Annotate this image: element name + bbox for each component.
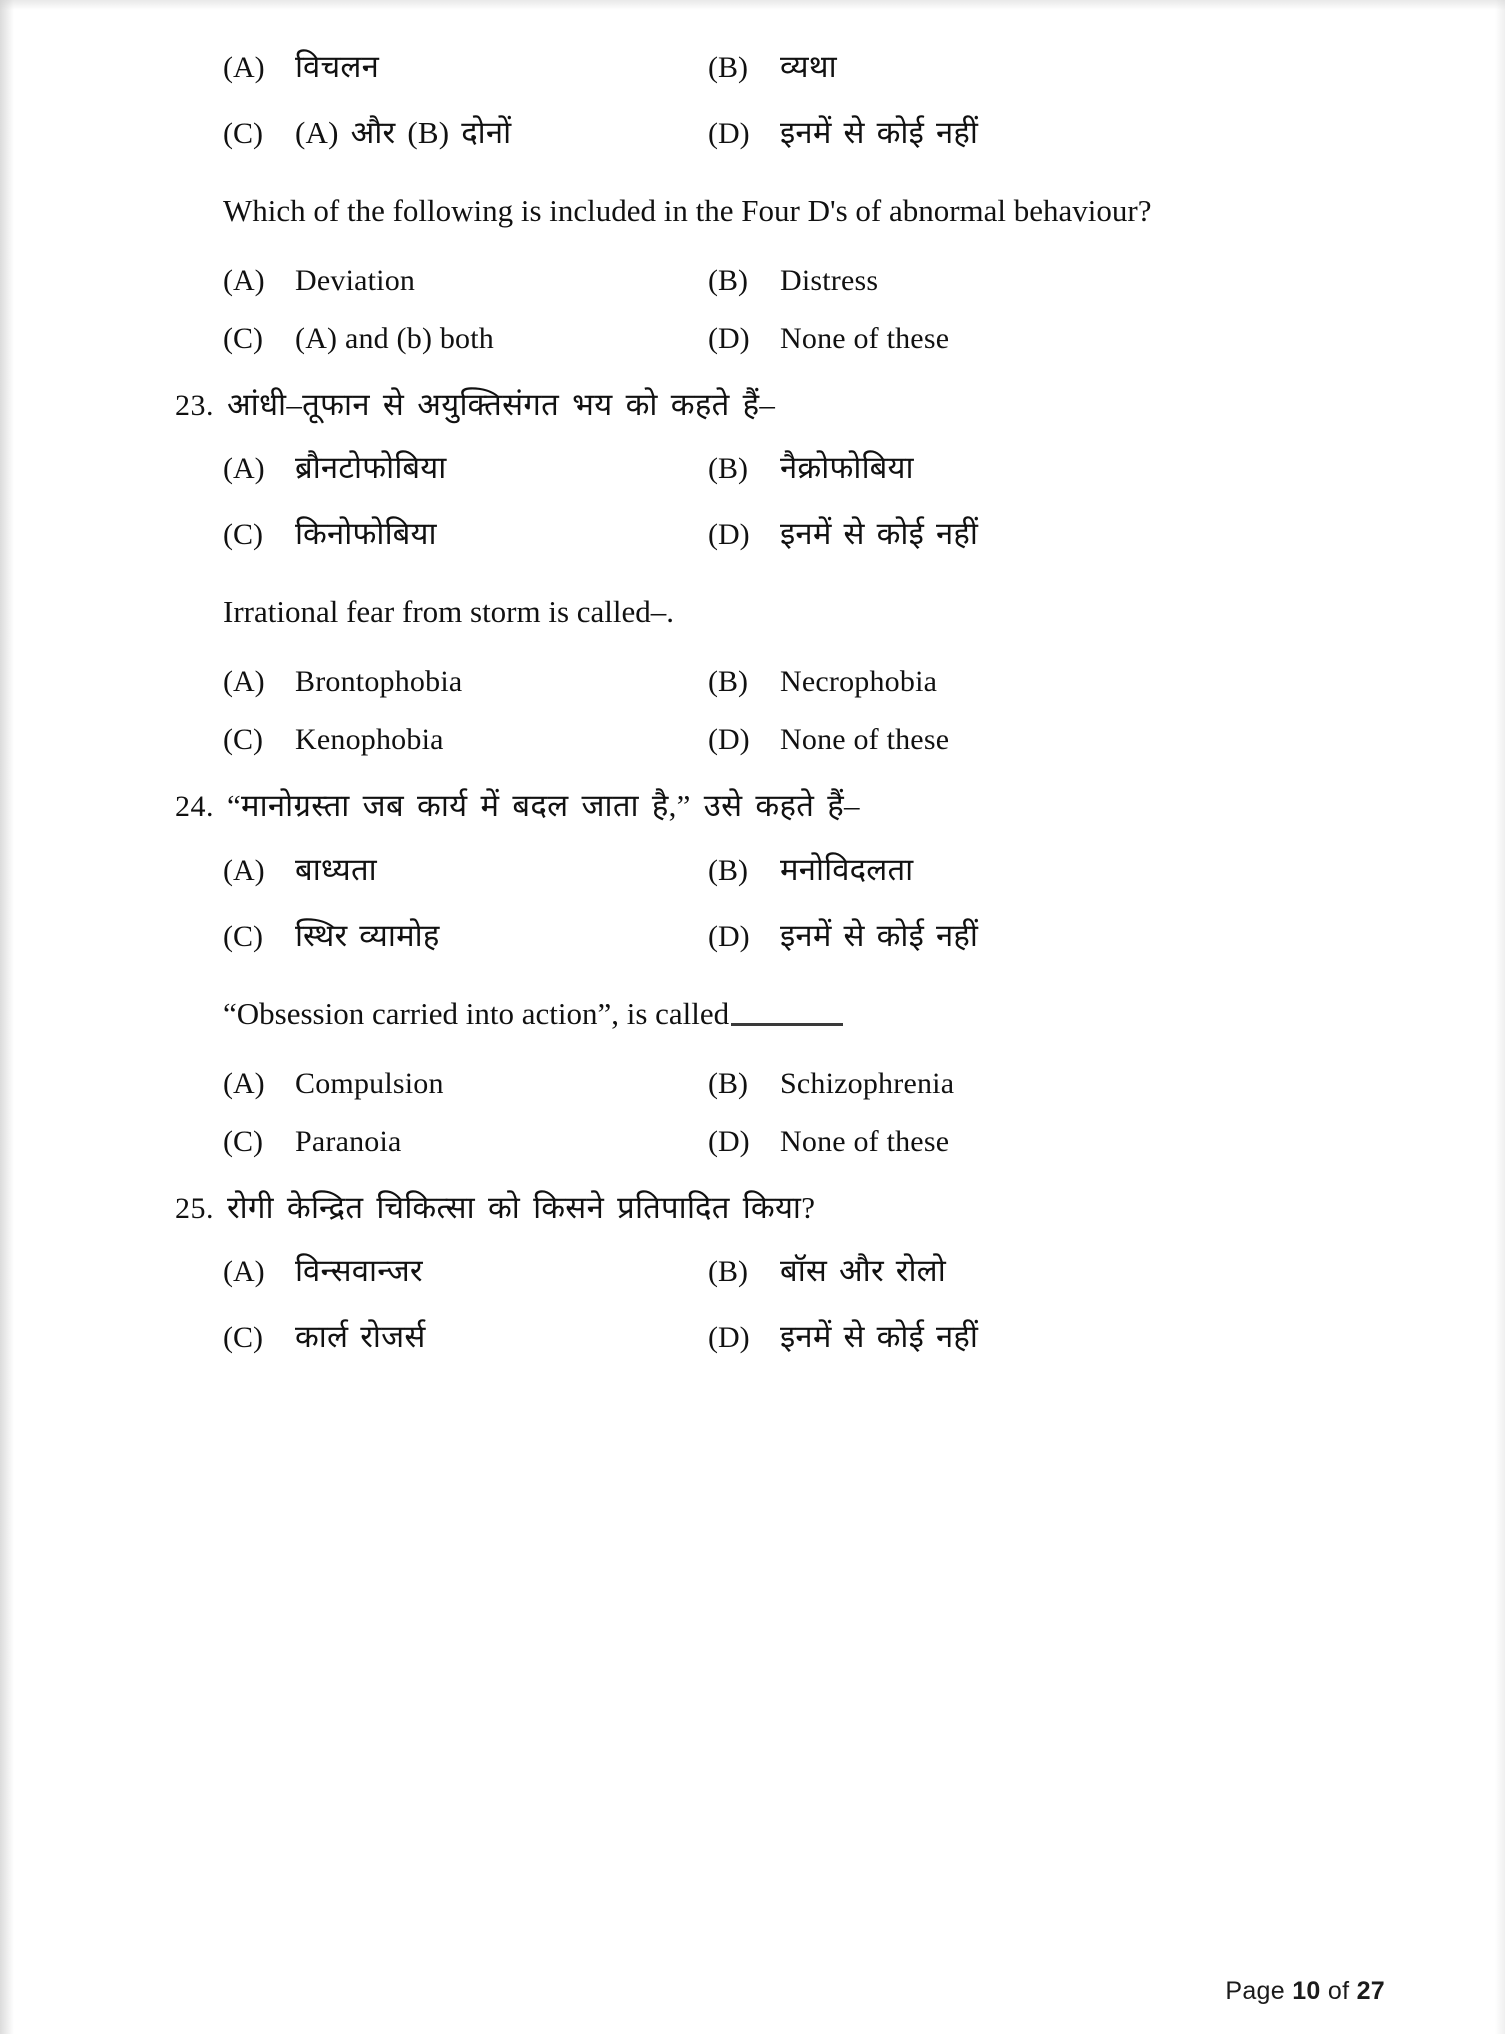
option-text-c: Paranoia [295, 1124, 402, 1158]
option-label-c: (C) [223, 1321, 263, 1355]
question-number: 24. [175, 790, 214, 824]
option-row-hindi-cd [223, 102, 1393, 162]
option-text-a: ब्रौनटोफोबिया [295, 450, 447, 486]
option-c[interactable] [223, 1125, 708, 1159]
question-number: 25. [175, 1191, 214, 1225]
option-c[interactable] [223, 322, 708, 356]
option-label-c: (C) [223, 518, 263, 552]
question-number: 23. [175, 388, 214, 422]
question-stem-hindi: “मानोग्रस्ता जब कार्य में बदल जाता है,” उसे कहते हैं– [227, 788, 860, 824]
option-text-d: None of these [780, 321, 950, 355]
question-block-25 [175, 1186, 1393, 1367]
option-b[interactable] [708, 1249, 1393, 1291]
option-label-b: (B) [708, 452, 748, 486]
footer-of: of [1327, 1977, 1350, 2005]
option-row-english-ab [223, 656, 1393, 708]
option-label-d: (D) [708, 518, 750, 552]
option-text-a: Compulsion [295, 1066, 444, 1100]
option-label-a: (A) [223, 1066, 265, 1100]
option-text-c: Kenophobia [295, 723, 444, 757]
option-row-english-cd [223, 1116, 1393, 1168]
option-text-d: इनमें से कोई नहीं [780, 1319, 979, 1355]
option-text-a: Brontophobia [295, 665, 463, 699]
option-label-a: (A) [223, 853, 265, 887]
option-row-hindi-ab [223, 36, 1393, 96]
option-a[interactable] [223, 264, 708, 298]
option-label-a: (A) [223, 51, 265, 84]
option-label-c: (C) [223, 919, 263, 953]
option-label-d: (D) [708, 723, 750, 757]
option-d[interactable] [708, 512, 1393, 554]
question-block-24 [175, 784, 1393, 1167]
option-text-b: व्यथा [780, 49, 837, 84]
question-stem-english-row [223, 985, 1203, 1044]
option-text-a: विन्सवान्जर [295, 1253, 423, 1289]
scan-edge-shadow-top [0, 0, 1505, 10]
option-label-d: (D) [708, 321, 750, 355]
option-row-hindi-cd [223, 503, 1393, 563]
option-row-hindi-ab [223, 437, 1393, 497]
question-stem-hindi-row [175, 1186, 1393, 1231]
option-b[interactable] [708, 264, 1393, 298]
footer-current-page: 10 [1292, 1977, 1321, 2005]
option-d[interactable] [708, 723, 1393, 757]
option-c[interactable] [223, 111, 708, 153]
question-stem-hindi-row [175, 784, 1393, 829]
option-a[interactable] [223, 1067, 708, 1101]
option-a[interactable] [223, 45, 708, 87]
option-text-d: None of these [780, 723, 950, 757]
option-row-english-ab [223, 1058, 1393, 1110]
option-row-english-cd [223, 714, 1393, 766]
option-text-c: स्थिर व्यामोह [295, 917, 440, 953]
option-c[interactable] [223, 723, 708, 757]
option-d[interactable] [708, 1125, 1393, 1159]
option-label-c: (C) [223, 321, 263, 355]
footer-prefix: Page [1225, 1977, 1285, 2005]
option-label-a: (A) [223, 1255, 265, 1289]
option-text-a: Deviation [295, 263, 416, 297]
question-block-22-continued [175, 36, 1393, 365]
option-label-b: (B) [708, 263, 748, 297]
option-label-d: (D) [708, 1321, 750, 1355]
option-row-hindi-ab [223, 1240, 1393, 1300]
option-text-d: इनमें से कोई नहीं [780, 115, 979, 150]
scan-edge-shadow-left [0, 0, 14, 2034]
option-text-b: Distress [780, 263, 879, 297]
option-label-c: (C) [223, 117, 263, 150]
page-content [175, 36, 1393, 1366]
option-label-b: (B) [708, 1255, 748, 1289]
option-a[interactable] [223, 446, 708, 488]
question-stem-english: Irrational fear from storm is called–. [223, 594, 675, 630]
option-b[interactable] [708, 45, 1393, 87]
option-c[interactable] [223, 914, 708, 956]
option-b[interactable] [708, 446, 1393, 488]
option-d[interactable] [708, 914, 1393, 956]
option-d[interactable] [708, 111, 1393, 153]
option-row-hindi-cd [223, 905, 1393, 965]
option-text-d: इनमें से कोई नहीं [780, 516, 979, 552]
option-a[interactable] [223, 848, 708, 890]
fill-in-blank [731, 1023, 843, 1026]
option-text-a: बाध्यता [295, 851, 377, 887]
question-stem-english: Which of the following is included in the Four D's of abnormal behaviour? [223, 193, 1152, 228]
option-label-a: (A) [223, 452, 265, 486]
question-stem-hindi-row [175, 383, 1393, 428]
option-label-d: (D) [708, 919, 750, 953]
option-text-b: मनोविदलता [780, 851, 914, 887]
option-label-d: (D) [708, 117, 750, 150]
option-text-d: None of these [780, 1124, 950, 1158]
option-b[interactable] [708, 665, 1393, 699]
question-stem-hindi: आंधी–तूफान से अयुक्तिसंगत भय को कहते हैं– [227, 386, 776, 422]
option-label-a: (A) [223, 665, 265, 699]
option-row-hindi-ab [223, 839, 1393, 899]
scan-edge-shadow-right [1495, 0, 1505, 2034]
option-label-b: (B) [708, 1066, 748, 1100]
option-b[interactable] [708, 1067, 1393, 1101]
option-text-b: नैक्रोफोबिया [780, 450, 914, 486]
page-footer [1225, 1977, 1385, 2006]
option-text-c: किनोफोबिया [295, 516, 437, 552]
option-text-c: कार्ल रोजर्स [295, 1319, 426, 1355]
option-label-b: (B) [708, 665, 748, 699]
option-text-b: Schizophrenia [780, 1066, 955, 1100]
question-block-23 [175, 383, 1393, 766]
option-label-c: (C) [223, 1124, 263, 1158]
option-d[interactable] [708, 322, 1393, 356]
option-text-d: इनमें से कोई नहीं [780, 917, 979, 953]
option-row-english-ab [223, 255, 1393, 307]
option-label-d: (D) [708, 1124, 750, 1158]
option-text-b: Necrophobia [780, 665, 938, 699]
option-a[interactable] [223, 1249, 708, 1291]
question-stem-english: “Obsession carried into action”, is called [223, 995, 730, 1031]
question-stem-hindi: रोगी केन्द्रित चिकित्सा को किसने प्रतिपादित किया? [227, 1189, 816, 1225]
option-text-c: (A) and (b) both [295, 321, 494, 355]
option-b[interactable] [708, 848, 1393, 890]
option-text-a: विचलन [295, 49, 379, 84]
option-text-b: बॉस और रोलो [780, 1253, 946, 1289]
option-row-hindi-cd [223, 1306, 1393, 1366]
option-a[interactable] [223, 665, 708, 699]
option-c[interactable] [223, 1315, 708, 1357]
footer-total-pages: 27 [1356, 1977, 1385, 2005]
option-label-b: (B) [708, 51, 748, 84]
option-row-english-cd [223, 313, 1393, 365]
option-d[interactable] [708, 1315, 1393, 1357]
option-label-c: (C) [223, 723, 263, 757]
option-text-c: (A) और (B) दोनों [295, 115, 512, 150]
option-label-a: (A) [223, 263, 265, 297]
option-label-b: (B) [708, 853, 748, 887]
option-c[interactable] [223, 512, 708, 554]
